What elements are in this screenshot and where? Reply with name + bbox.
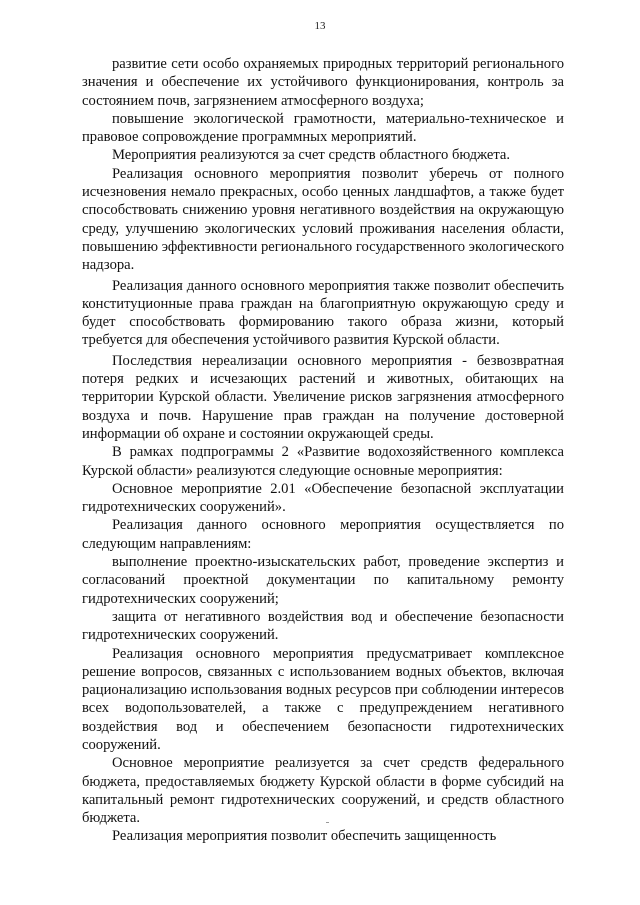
paragraph: Реализация мероприятия позволит обеспечить защищенность: [112, 828, 497, 845]
paragraph: защита от негативного воздействия вод и обеспечение безопасности гидротехнических сооружений.: [82, 608, 564, 644]
paragraph: выполнение проектно-изыскательских работ, проведение экспертиз и согласований проектной документации по капитальному ремонту гидротехнических сооружений;: [82, 554, 564, 607]
paragraph: Основное мероприятие 2.01 «Обеспечение безопасной эксплуатации гидротехнических сооружений».: [82, 480, 564, 516]
page-number: 13: [314, 20, 326, 32]
paragraph: Реализация основного мероприятия предусматривает комплексное решение вопросов, связанных с использованием водных объектов, включая рационализацию использования водных ресурсов при соблюдении интересов всех водопользователей, а также с предупреждением негативного воздействия вод и обеспечением безопасности гидротехнических сооружений.: [82, 645, 564, 753]
paragraph: Основное мероприятие реализуется за счет средств федерального бюджета, предоставляемых бюджету Курской области в форме субсидий на капитальный ремонт гидротехнических сооружений, и средств областного бюджета.: [82, 755, 564, 827]
paragraph: Реализация основного мероприятия позволит уберечь от полного исчезновения немало прекрасных, особо ценных ландшафтов, а также будет способствовать снижению уровня негативного воздействия на окружающую среду, улучшению экологических условий проживания населения области, повышению эффективности регионального государственного экологического надзора.: [82, 165, 564, 274]
paragraph: В рамках подпрограммы 2 «Развитие водохозяйственного комплекса Курской области» реализуются следующие основные мероприятия:: [82, 444, 564, 479]
paragraph: повышение экологической грамотности, материально-техническое и правовое сопровождение программных мероприятий.: [82, 110, 564, 146]
paragraph: Мероприятия реализуются за счет средств областного бюджета.: [112, 147, 511, 164]
paragraph: Реализация данного основного мероприятия осуществляется по следующим направлениям:: [82, 517, 564, 552]
scan-mark: [326, 822, 329, 823]
body-text: [82, 55, 564, 846]
paragraph: Реализация данного основного мероприятия также позволит обеспечить конституционные права граждан на благоприятную окружающую среду и будет способствовать формированию такого образа жизни, который требуется для обеспечения устойчивого развития Курской области.: [82, 277, 564, 349]
paragraph: Последствия нереализации основного мероприятия - безвозвратная потеря редких и исчезающих растений и животных, обитающих на территории Курской области. Увеличение рисков загрязнения атмосферного воздуха и почв. Нарушение прав граждан на получение достоверной информации об охране и состоянии окружающей среды.: [82, 352, 564, 442]
paragraph: развитие сети особо охраняемых природных территорий регионального значения и обеспечение их устойчивого функционирования, контроль за состоянием почв, загрязнением атмосферного воздуха;: [82, 56, 564, 109]
